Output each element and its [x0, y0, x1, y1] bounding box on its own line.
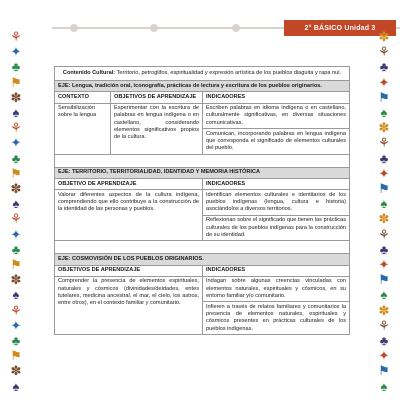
cultural-motif-icon: ✦	[10, 135, 22, 151]
cultural-motif-icon: ⚑	[378, 181, 390, 196]
col-header-indicadores: INDICADORES	[202, 179, 349, 189]
cultural-motif-icon: ♠	[12, 196, 20, 212]
left-decoration-column	[4, 30, 28, 400]
objective-cell: Experimentar con la escritura de palabras en lengua indígena o en castellano, considerando elementos significativos propios de la cultura.	[110, 104, 202, 154]
cultural-content-text: Territorio, petroglifos, espiritualidad y expresión artística de los pueblos diaguita y rapa nui.	[116, 70, 342, 76]
eje-lengua-row	[55, 81, 349, 92]
cultural-motif-icon: ✦	[10, 317, 22, 333]
curriculum-table	[54, 66, 350, 335]
indicator-item: Escriben palabras en idioma indígena o en castellano, culturalmente significativas, en diversas situaciones comunicativas.	[206, 105, 346, 126]
cultural-motif-icon: ⚘	[10, 302, 22, 318]
eje-territorio-title: EJE: TERRITORIO, TERRITORIALIDAD, IDENTIDAD Y MEMORIA HISTÓRICA	[58, 169, 261, 176]
eje-lengua-content-row	[55, 104, 349, 155]
cultural-motif-icon: ⚘	[10, 120, 22, 136]
indicator-item: Indagan sobre algunas creencias vinculadas con elementos naturales, espirituales y cósmicos, en su entorno familiar y/o comunitario.	[206, 278, 346, 299]
cultural-motif-icon: ✽	[378, 29, 390, 44]
eje-territorio-row	[55, 168, 349, 179]
indicator-item: Identifican elementos culturales e identitarios de los pueblos indígenas (lengua, cultura e historia) asociándolos a diversos territorios.	[206, 191, 346, 213]
header-dot	[232, 24, 240, 32]
cultural-motif-icon: ♣	[11, 333, 21, 348]
cultural-content-label: Contenido Cultural:	[62, 70, 116, 76]
eje-lengua-title: EJE: Lengua, tradición oral, iconografía, prácticas de lectura y escritura de los pueblos originarios.	[58, 82, 322, 89]
cultural-motif-icon: ♣	[379, 150, 389, 166]
cultural-motif-icon: ✽	[378, 302, 390, 318]
cultural-motif-icon: ✦	[378, 74, 390, 90]
cultural-motif-icon: ⚘	[378, 226, 390, 242]
cultural-content-cell	[55, 67, 349, 80]
cultural-motif-icon: ✽	[10, 272, 22, 288]
objective-cell: Comprender la presencia de elementos espirituales, naturales y cósmicos (divinidades/deidades, entes tutelares, medicina ancestral, el mar, el cielo, los astros, entre otros), en el contexto familiar y comunitario.	[58, 278, 199, 306]
header-dot	[70, 24, 78, 32]
grade-unit-tab: 2° BÁSICO Unidad 3	[284, 20, 396, 36]
cultural-motif-icon: ♣	[11, 241, 21, 257]
spacer-row	[55, 155, 349, 168]
cultural-motif-icon: ⚑	[378, 272, 390, 288]
eje-cosmovision-header-row	[55, 266, 349, 277]
indicator-item: Infieren a través de relatos familiares y comunitarios la presencia de elementos naturales, espirituales y cósmicos presentes en prácticas culturales de los pueblos indígenas.	[203, 301, 349, 334]
cultural-motif-icon: ✽	[10, 181, 22, 196]
cultural-motif-icon: ♠	[12, 287, 20, 303]
objective-cell: Valorar diferentes aspectos de la cultura indígena, comprendiendo que ello contribuye a la construcción de la identidad de las personas y pueblos.	[58, 191, 199, 213]
cultural-motif-icon: ♠	[12, 378, 20, 394]
eje-cosmovision-content-row	[55, 277, 349, 334]
cultural-motif-icon: ⚑	[378, 363, 390, 379]
col-header-indicadores: INDICADORES	[202, 266, 349, 276]
cultural-motif-icon: ✦	[378, 165, 390, 181]
cultural-motif-icon: ⚘	[378, 317, 390, 333]
cultural-motif-icon: ⚑	[10, 165, 22, 181]
cultural-motif-icon: ⚘	[378, 44, 390, 60]
page-header	[0, 20, 400, 36]
cultural-motif-icon: ✦	[378, 348, 390, 364]
cultural-motif-icon: ♠	[380, 287, 388, 303]
cultural-motif-icon: ♠	[380, 105, 388, 120]
col-header-objetivos: OBJETIVOS DE APRENDIZAJE	[58, 267, 141, 274]
indicators-cell	[202, 277, 349, 334]
col-header-indicadores: INDICADORES	[202, 92, 349, 102]
col-header-contexto: CONTEXTO	[58, 93, 89, 100]
cultural-motif-icon: ✽	[378, 211, 390, 227]
cultural-motif-icon: ⚘	[378, 135, 390, 151]
cultural-motif-icon: ♣	[379, 241, 389, 257]
indicator-item: Reflexionan sobre el significado que tienen las prácticas culturales de los pueblos indígenas para la construcción de su identidad.	[203, 215, 349, 241]
cultural-motif-icon: ♠	[380, 196, 388, 212]
cultural-motif-icon: ♠	[12, 105, 20, 120]
cultural-motif-icon: ✦	[10, 226, 22, 242]
eje-territorio-header-row	[55, 179, 349, 190]
cultural-motif-icon: ✦	[10, 44, 22, 60]
eje-lengua-header-row	[55, 92, 349, 103]
cultural-motif-icon: ✽	[10, 363, 22, 379]
spacer-cell	[55, 241, 349, 253]
cultural-motif-icon: ♣	[11, 150, 21, 166]
cultural-motif-icon: ⚘	[10, 211, 22, 227]
context-cell: Sensibilización sobre la lengua	[58, 105, 97, 119]
indicator-item: Comunican, incorporando palabras en lengua indígena que corresponda el significado de elementos culturales del pueblo.	[203, 128, 349, 154]
spacer-row	[55, 241, 349, 254]
col-header-objetivos: OBJETIVOS DE APRENDIZAJE	[110, 92, 202, 102]
eje-cosmovision-title: EJE: COSMOVISIÓN DE LOS PUEBLOS ORIGINARIOS.	[58, 255, 204, 262]
cultural-motif-icon: ⚑	[10, 257, 22, 272]
right-decoration-column	[372, 30, 396, 400]
eje-territorio-content-row	[55, 190, 349, 241]
cultural-motif-icon: ⚑	[378, 89, 390, 105]
cultural-motif-icon: ♣	[379, 59, 389, 75]
cultural-motif-icon: ✽	[378, 120, 390, 136]
indicators-cell	[202, 190, 349, 240]
cultural-motif-icon: ⚘	[10, 29, 22, 44]
indicators-cell	[202, 104, 349, 154]
cultural-motif-icon: ♣	[379, 333, 389, 348]
cultural-motif-icon: ♠	[380, 378, 388, 394]
header-dot	[150, 24, 158, 32]
cultural-motif-icon: ⚑	[10, 348, 22, 364]
spacer-cell	[55, 155, 349, 167]
cultural-motif-icon: ⚑	[10, 74, 22, 90]
eje-cosmovision-row	[55, 254, 349, 265]
col-header-objetivo: OBJETIVO DE APRENDIZAJE	[58, 180, 137, 187]
cultural-motif-icon: ✽	[10, 89, 22, 105]
cultural-motif-icon: ♣	[11, 59, 21, 75]
cultural-content-row	[55, 67, 349, 81]
cultural-motif-icon: ✦	[378, 257, 390, 272]
